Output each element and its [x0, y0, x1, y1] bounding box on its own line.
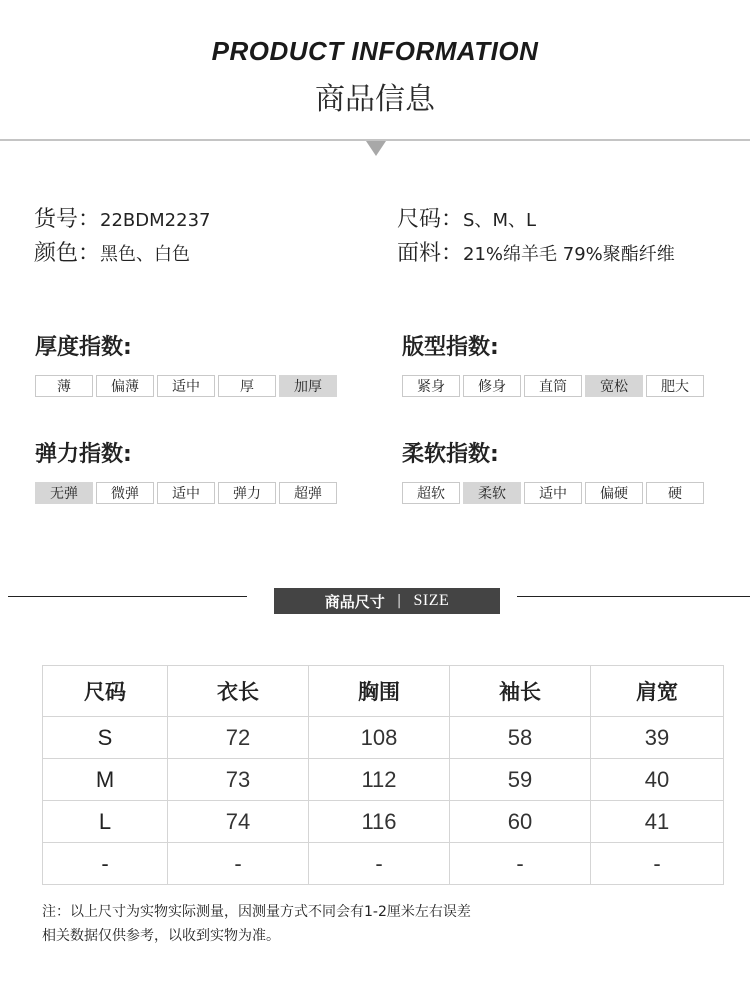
- title-chinese: 商品信息: [315, 82, 435, 117]
- table-cell: -: [591, 843, 724, 885]
- column-header: 胸围: [309, 666, 450, 717]
- item-number-row: [34, 202, 210, 233]
- thickness-index-scale: [35, 375, 340, 397]
- table-cell: M: [43, 759, 168, 801]
- size-section-title-en: SIZE: [413, 592, 450, 609]
- fit-option: 宽松: [585, 375, 643, 397]
- fit-option: 肥大: [646, 375, 704, 397]
- measurement-note: 注：以上尺寸为实物实际测量，因测量方式不同会有1-2厘米左右误差: [42, 904, 471, 920]
- table-row: [43, 801, 724, 843]
- table-cell: 112: [309, 759, 450, 801]
- table-cell: -: [43, 843, 168, 885]
- table-row: [43, 843, 724, 885]
- thickness-option: 薄: [35, 375, 93, 397]
- fit-index-scale: [402, 375, 707, 397]
- softness-option: 偏硬: [585, 482, 643, 504]
- softness-index-scale: [402, 482, 707, 504]
- table-cell: 116: [309, 801, 450, 843]
- thickness-option: 厚: [218, 375, 276, 397]
- table-header-row: [43, 666, 724, 717]
- table-row: [43, 717, 724, 759]
- fit-option: 直筒: [524, 375, 582, 397]
- elasticity-option: 弹力: [218, 482, 276, 504]
- table-cell: S: [43, 717, 168, 759]
- elasticity-option: 无弹: [35, 482, 93, 504]
- size-section-separator: |: [396, 593, 402, 609]
- thickness-option: 加厚: [279, 375, 337, 397]
- elasticity-index-title: 弹力指数:: [35, 442, 132, 467]
- fabric-label: 面料：: [397, 241, 464, 266]
- triangle-pointer-icon: [366, 141, 386, 156]
- table-cell: -: [168, 843, 309, 885]
- fabric-row: [397, 236, 675, 267]
- table-cell: 59: [450, 759, 591, 801]
- elasticity-option: 适中: [157, 482, 215, 504]
- table-cell: 108: [309, 717, 450, 759]
- item-number-value: 22BDM2237: [100, 210, 211, 231]
- table-cell: 72: [168, 717, 309, 759]
- elasticity-option: 超弹: [279, 482, 337, 504]
- softness-option: 柔软: [463, 482, 521, 504]
- fit-option: 修身: [463, 375, 521, 397]
- table-row: [43, 759, 724, 801]
- thickness-option: 偏薄: [96, 375, 154, 397]
- softness-index-title: 柔软指数:: [402, 442, 499, 467]
- size-row: [397, 202, 536, 233]
- table-cell: 60: [450, 801, 591, 843]
- reference-note: 相关数据仅供参考，以收到实物为准。: [42, 928, 280, 944]
- title-english: PRODUCT INFORMATION: [211, 36, 539, 66]
- color-value: 黑色、白色: [100, 244, 191, 265]
- elasticity-option: 微弹: [96, 482, 154, 504]
- size-value: S、M、L: [463, 210, 536, 231]
- table-cell: 74: [168, 801, 309, 843]
- table-cell: 73: [168, 759, 309, 801]
- softness-option: 适中: [524, 482, 582, 504]
- table-cell: 41: [591, 801, 724, 843]
- softness-option: 硬: [646, 482, 704, 504]
- thickness-index-title: 厚度指数:: [35, 335, 132, 360]
- table-cell: 58: [450, 717, 591, 759]
- table-cell: 40: [591, 759, 724, 801]
- size-section-banner: [274, 588, 500, 614]
- size-table: [42, 665, 724, 885]
- column-header: 尺码: [43, 666, 168, 717]
- color-row: [34, 236, 190, 267]
- column-header: 袖长: [450, 666, 591, 717]
- fit-index-title: 版型指数:: [402, 335, 499, 360]
- elasticity-index-scale: [35, 482, 340, 504]
- table-cell: -: [450, 843, 591, 885]
- section-divider-left: [8, 596, 247, 597]
- item-number-label: 货号：: [34, 207, 101, 232]
- table-cell: L: [43, 801, 168, 843]
- size-label: 尺码：: [397, 207, 464, 232]
- table-cell: -: [309, 843, 450, 885]
- size-section-title-cn: 商品尺寸: [324, 592, 385, 611]
- color-label: 颜色：: [34, 241, 101, 266]
- softness-option: 超软: [402, 482, 460, 504]
- thickness-option: 适中: [157, 375, 215, 397]
- table-cell: 39: [591, 717, 724, 759]
- column-header: 肩宽: [591, 666, 724, 717]
- section-divider-right: [517, 596, 750, 597]
- fabric-value: 21%绵羊毛 79%聚酯纤维: [463, 244, 675, 265]
- fit-option: 紧身: [402, 375, 460, 397]
- column-header: 衣长: [168, 666, 309, 717]
